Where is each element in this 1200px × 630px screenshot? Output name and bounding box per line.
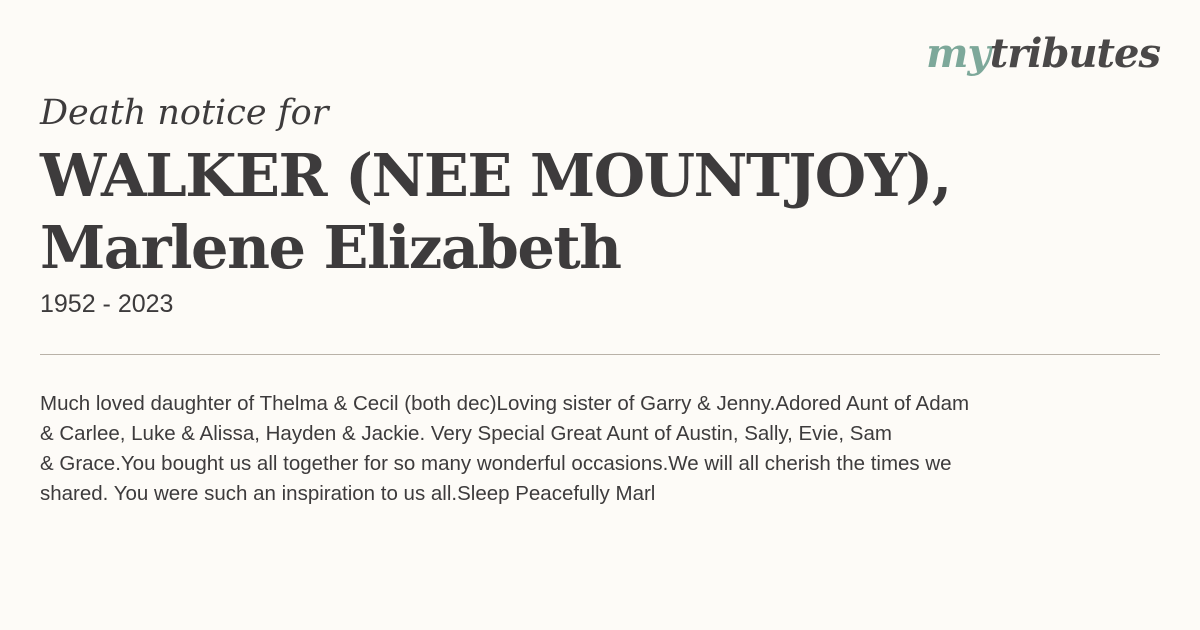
name-line-2: Marlene Elizabeth <box>40 213 621 282</box>
message-line: shared. You were such an inspiration to us all.Sleep Peacefully Marl <box>40 482 656 505</box>
notice-message <box>40 389 1070 509</box>
message-line: & Carlee, Luke & Alissa, Hayden & Jackie. Very Special Great Aunt of Austin, Sally, Evie, Sam <box>40 422 892 445</box>
notice-subtitle: Death notice for <box>40 93 329 133</box>
mytributes-logo <box>926 30 1160 77</box>
message-line: & Grace.You bought us all together for so many wonderful occasions.We will all cherish the times we <box>40 452 952 475</box>
message-line: Much loved daughter of Thelma & Cecil (both dec)Loving sister of Garry & Jenny.Adored Aunt of Adam <box>40 392 970 415</box>
logo-tributes: tributes <box>989 30 1160 77</box>
divider <box>40 354 1160 355</box>
name-line-1: WALKER (NEE MOUNTJOY), <box>40 141 951 210</box>
life-dates: 1952 - 2023 <box>40 290 174 318</box>
deceased-name <box>40 140 1160 284</box>
logo-my: my <box>926 30 990 77</box>
